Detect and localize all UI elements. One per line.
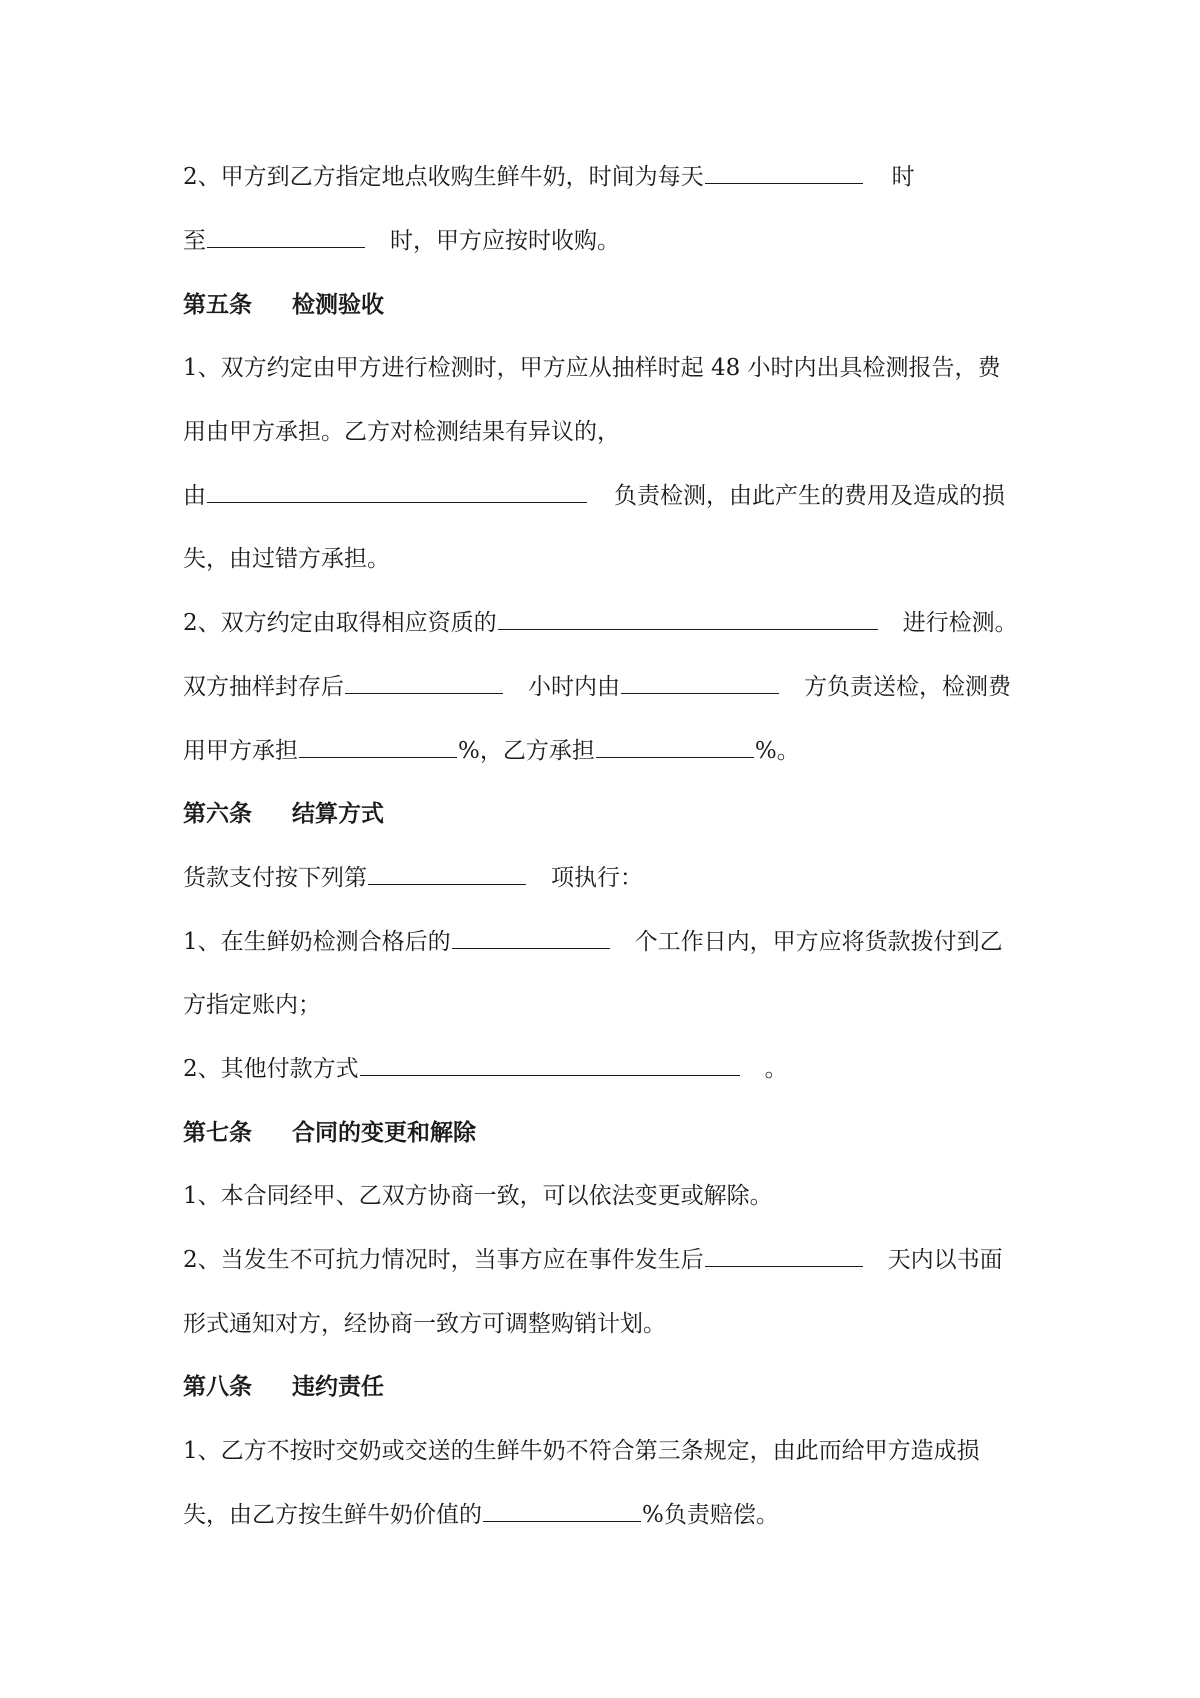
article-title: 结算方式 (292, 801, 384, 827)
article-number: 第七条 (183, 1120, 252, 1146)
text: %负责赔偿。 (642, 1502, 779, 1528)
text: 双方抽样封存后 (183, 674, 344, 700)
article-title: 违约责任 (292, 1374, 384, 1400)
fill-blank (207, 225, 365, 248)
fill-blank (705, 1244, 863, 1267)
article-5-heading (183, 288, 384, 322)
fill-blank (207, 480, 587, 503)
text: 1、本合同经甲、乙双方协商一致，可以依法变更或解除。 (183, 1183, 773, 1209)
clause-5-item-1-line-1 (183, 351, 1001, 385)
clause-7-item-2-line-2 (183, 1307, 666, 1341)
clause-6-item-2 (183, 1052, 788, 1086)
fill-blank (483, 1499, 641, 1522)
article-number: 第六条 (183, 801, 252, 827)
text: 用甲方承担 (183, 738, 298, 764)
clause-8-item-1-line-2 (183, 1498, 779, 1532)
clause-6-item-1-line-2 (183, 988, 321, 1022)
clause-5-item-1-line-2 (183, 415, 620, 449)
clause-6-intro (183, 861, 643, 895)
text: 用由甲方承担。乙方对检测结果有异议的， (183, 419, 620, 445)
text: 货款支付按下列第 (183, 865, 367, 891)
clause-6-item-1-line-1 (183, 925, 1003, 959)
fill-blank (498, 607, 878, 630)
text: 。 (764, 1056, 788, 1082)
fill-blank (452, 926, 610, 949)
text: 进行检测。 (902, 610, 1018, 636)
article-7-heading (183, 1116, 476, 1150)
clause-5-item-2-line-1 (183, 606, 1018, 640)
clause-5-item-1-line-3 (183, 479, 1005, 513)
text: %。 (754, 738, 800, 764)
fill-blank (299, 735, 457, 758)
fill-blank (705, 161, 863, 184)
text: 2、甲方到乙方指定地点收购生鲜牛奶，时间为每天 (183, 164, 704, 190)
fill-blank (345, 671, 503, 694)
text: 1、在生鲜奶检测合格后的 (183, 929, 451, 955)
fill-blank (621, 671, 779, 694)
text: 天内以书面 (887, 1247, 1003, 1273)
text: 时 (891, 164, 915, 190)
fill-blank (368, 862, 526, 885)
article-title: 合同的变更和解除 (292, 1120, 476, 1146)
text: %，乙方承担 (458, 738, 595, 764)
text: 2、当发生不可抗力情况时，当事方应在事件发生后 (183, 1247, 704, 1273)
clause-5-item-2-line-3 (183, 734, 800, 768)
fill-blank (360, 1053, 740, 1076)
clause-4-item-2-line-2 (183, 224, 620, 258)
text: 项执行： (551, 865, 643, 891)
clause-4-item-2-line-1 (183, 160, 915, 194)
text: 失，由乙方按生鲜牛奶价值的 (183, 1502, 482, 1528)
text: 形式通知对方，经协商一致方可调整购销计划。 (183, 1311, 666, 1337)
fill-blank (596, 735, 754, 758)
clause-7-item-1 (183, 1179, 773, 1213)
article-title: 检测验收 (292, 292, 384, 318)
text: 方指定账内； (183, 992, 321, 1018)
text: 2、双方约定由取得相应资质的 (183, 610, 497, 636)
text: 负责检测，由此产生的费用及造成的损 (614, 483, 1005, 509)
text: 2、其他付款方式 (183, 1056, 359, 1082)
article-8-heading (183, 1370, 384, 1404)
clause-5-item-2-line-2 (183, 670, 1011, 704)
text: 1、乙方不按时交奶或交送的生鲜牛奶不符合第三条规定，由此而给甲方造成损 (183, 1438, 980, 1464)
text: 小时内由 (528, 674, 620, 700)
text: 时，甲方应按时收购。 (390, 228, 620, 254)
clause-7-item-2-line-1 (183, 1243, 1003, 1277)
article-number: 第五条 (183, 292, 252, 318)
text: 1、双方约定由甲方进行检测时，甲方应从抽样时起 48 小时内出具检测报告，费 (183, 355, 1001, 381)
text: 至 (183, 228, 206, 254)
text: 方负责送检，检测费 (804, 674, 1011, 700)
clause-5-item-1-line-4 (183, 542, 390, 576)
text: 个工作日内，甲方应将货款拨付到乙 (634, 929, 1003, 955)
text: 失，由过错方承担。 (183, 546, 390, 572)
clause-8-item-1-line-1 (183, 1434, 980, 1468)
article-6-heading (183, 797, 384, 831)
text: 由 (183, 483, 206, 509)
article-number: 第八条 (183, 1374, 252, 1400)
